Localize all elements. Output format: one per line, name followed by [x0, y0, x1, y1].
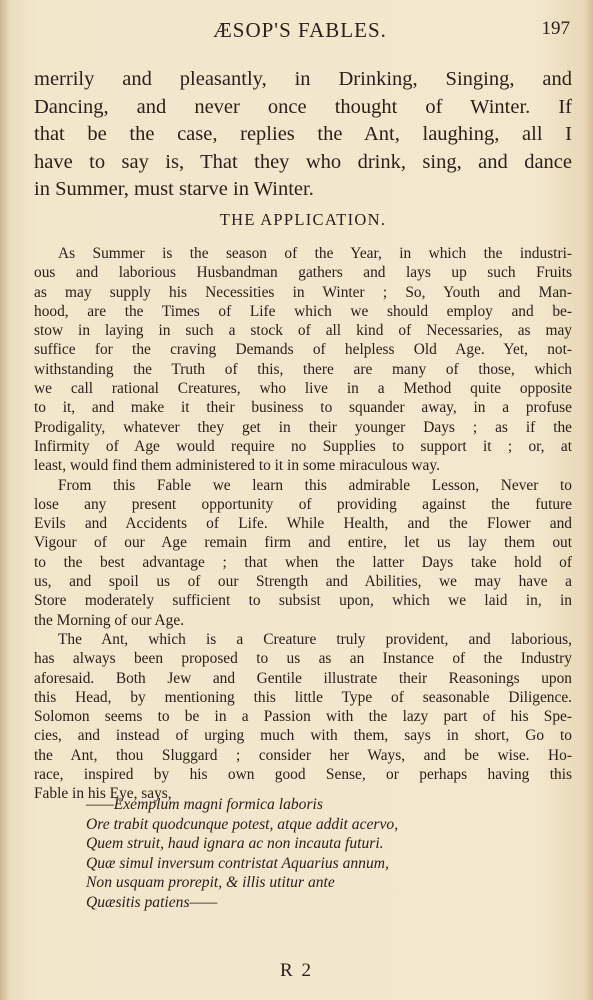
text-line: least, would find them administered to it in some miraculous way. — [34, 457, 440, 475]
page-edge-right — [585, 0, 593, 1000]
latin-verse — [86, 795, 526, 913]
text-line: to it, and make it their business to squander away, in a profuse — [34, 399, 572, 417]
text-line: Infirmity of Age would require no Supplies to support it ; or, at — [34, 437, 572, 455]
text-line: Solomon seems to be in a Passion with the lazy part of his Spe- — [34, 708, 572, 726]
text-line: As Summer is the season of the Year, in which the industri- — [58, 245, 572, 262]
verse-line: ——Exemplum magni formica laboris — [86, 796, 323, 813]
text-line: in Summer, must starve in Winter. — [34, 178, 314, 200]
text-line: Vigour of our Age remain firm and entire, let us lay them out — [34, 534, 572, 552]
text-line: merrily and pleasantly, in Drinking, Singing, and — [34, 68, 572, 90]
page-edge-left — [0, 0, 10, 1000]
text-line: ous and laborious Husbandman gathers and lays up such Fruits — [34, 264, 572, 282]
running-head: ÆSOP'S FABLES. — [213, 18, 387, 42]
verse-line: Quæsitis patiens—— — [86, 893, 218, 911]
text-line: as may supply his Necessities in Winter ; So, Youth and Man- — [34, 283, 572, 301]
text-line: to the best advantage ; that when the latter Days take hold of — [34, 553, 572, 571]
page-number: 197 — [541, 18, 570, 39]
text-line: withstanding the Truth of this, there are many of those, which — [34, 360, 572, 378]
text-line: lose any present opportunity of providing against the future — [34, 495, 572, 513]
text-line: we call rational Creatures, who live in a Method quite opposite — [34, 380, 572, 398]
text-line: the Ant, thou Sluggard ; consider her Ways, and be wise. Ho- — [34, 746, 572, 764]
verse-line: Non usquam prorepit, & illis utitur ante — [86, 874, 335, 892]
text-line: Prodigality, whatever they get in their younger Days ; as if the — [34, 418, 572, 436]
verse-line: Ore trabit quodcunque potest, atque addit acervo, — [86, 815, 399, 833]
text-line: hood, are the Times of Life which we should employ and be- — [34, 302, 572, 320]
section-heading: THE APPLICATION. — [219, 210, 387, 229]
text-line: Store moderately sufficient to subsist upon, which we laid in, in — [34, 592, 572, 610]
verse-line: Quæ simul inversum contristat Aquarius annum, — [86, 854, 389, 872]
verse-line: Quem struit, haud ignara ac non incauta futuri. — [86, 835, 384, 853]
fable-text — [34, 66, 572, 204]
text-line: cies, and instead of urging much with them, says in short, Go to — [34, 727, 572, 745]
text-line: The Ant, which is a Creature truly provident, and laborious, — [58, 630, 572, 648]
text-line: have to say is, That they who drink, sing, and dance — [34, 150, 572, 173]
text-line: aforesaid. Both Jew and Gentile illustrate their Reasonings upon — [34, 669, 572, 687]
text-line: race, inspired by his own good Sense, or perhaps having this — [34, 766, 572, 784]
page-header — [30, 16, 570, 46]
text-line: From this Fable we learn this admirable Lesson, Never to — [58, 476, 572, 494]
text-line: that be the case, replies the Ant, laughing, all I — [34, 123, 572, 145]
signature-mark: R 2 — [280, 960, 313, 981]
text-line: suffice for the craving Demands of helpless Old Age. Yet, not- — [34, 341, 572, 359]
text-line: Evils and Accidents of Life. While Health, and the Flower and — [34, 515, 572, 533]
text-line: this Head, by mentioning this little Type of seasonable Diligence. — [34, 688, 572, 706]
text-line: Fable in his Eye, says, — [34, 785, 172, 803]
text-line: us, and spoil us of our Strength and Abilities, we may have a — [34, 573, 572, 591]
text-line: Dancing, and never once thought of Winter. If — [34, 95, 572, 118]
application-text — [34, 244, 572, 804]
text-line: stow in laying in such a stock of all kind of Necessaries, as may — [34, 322, 572, 340]
text-line: the Morning of our Age. — [34, 611, 185, 629]
text-line: has always been proposed to us as an Instance of the Industry — [34, 650, 572, 668]
